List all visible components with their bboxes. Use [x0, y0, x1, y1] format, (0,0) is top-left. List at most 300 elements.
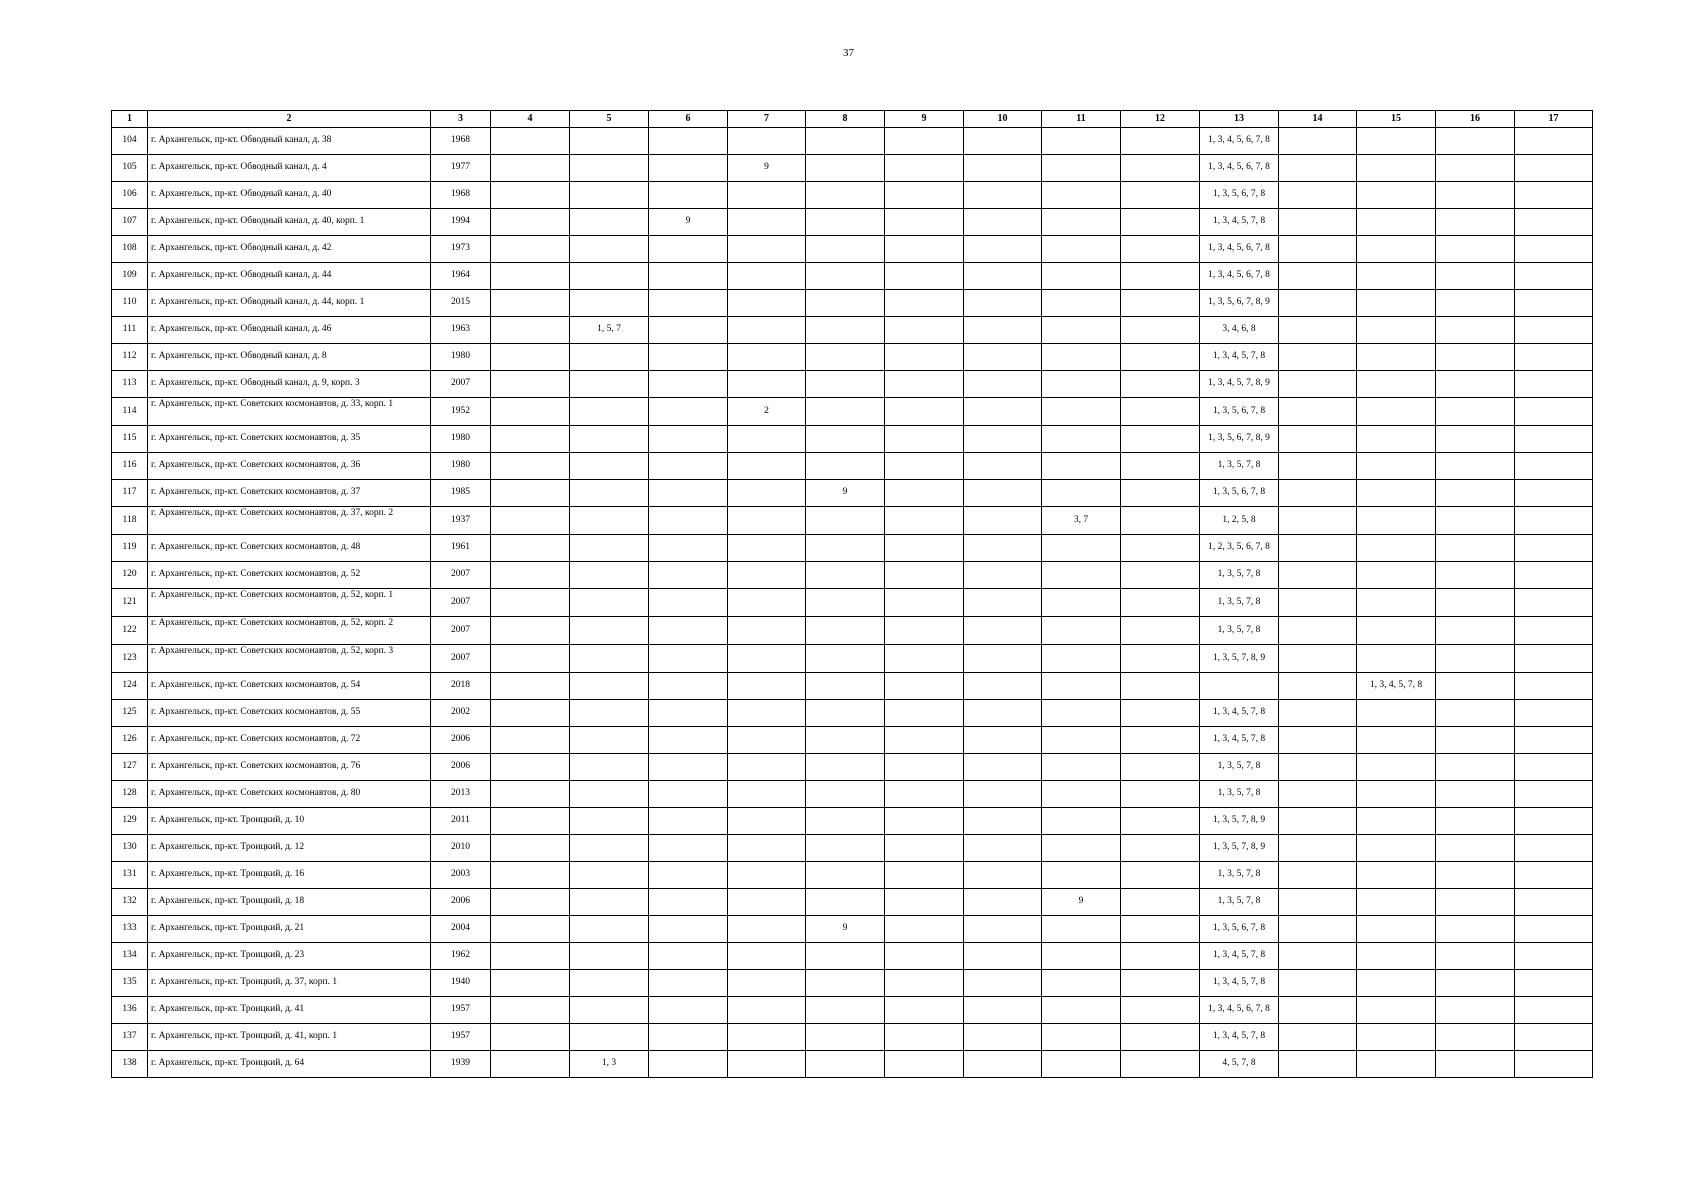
column-10-cell: [964, 453, 1042, 480]
column-4-cell: [491, 700, 570, 727]
column-11-cell: [1042, 943, 1121, 970]
column-7-cell: [728, 263, 806, 290]
column-7-cell: [728, 645, 806, 673]
column-17-cell: [1515, 317, 1593, 344]
column-12-cell: [1121, 398, 1200, 426]
column-16-cell: [1436, 128, 1515, 155]
column-10-cell: [964, 673, 1042, 700]
column-8-cell: [806, 290, 885, 317]
column-13-cell: 4, 5, 7, 8: [1200, 1051, 1279, 1078]
column-7-cell: [728, 236, 806, 263]
row-number-cell: 129: [112, 808, 148, 835]
column-8-cell: [806, 808, 885, 835]
year-cell: 2003: [431, 862, 491, 889]
column-9-cell: [885, 617, 964, 645]
column-8-cell: [806, 535, 885, 562]
column-4-cell: [491, 507, 570, 535]
column-13-cell: 1, 3, 4, 5, 7, 8: [1200, 700, 1279, 727]
column-11-cell: [1042, 480, 1121, 507]
year-cell: 2006: [431, 889, 491, 916]
column-14-cell: [1279, 916, 1357, 943]
row-number-cell: 109: [112, 263, 148, 290]
column-13-cell: 1, 3, 4, 5, 7, 8: [1200, 727, 1279, 754]
table-row: [112, 916, 1593, 943]
column-9-cell: [885, 781, 964, 808]
address-cell: г. Архангельск, пр-кт. Советских космонавтов, д. 36: [148, 453, 431, 480]
address-cell: г. Архангельск, пр-кт. Троицкий, д. 12: [148, 835, 431, 862]
column-header-11: 11: [1042, 111, 1121, 128]
column-16-cell: [1436, 317, 1515, 344]
address-cell: г. Архангельск, пр-кт. Советских космонавтов, д. 76: [148, 754, 431, 781]
column-9-cell: [885, 209, 964, 236]
row-number-cell: 128: [112, 781, 148, 808]
column-10-cell: [964, 209, 1042, 236]
column-13-cell: 1, 3, 5, 6, 7, 8, 9: [1200, 290, 1279, 317]
column-4-cell: [491, 754, 570, 781]
row-number-cell: 130: [112, 835, 148, 862]
column-7-cell: [728, 1024, 806, 1051]
column-11-cell: [1042, 263, 1121, 290]
column-17-cell: [1515, 916, 1593, 943]
column-11-cell: [1042, 1024, 1121, 1051]
column-5-cell: [570, 970, 649, 997]
column-11-cell: [1042, 236, 1121, 263]
address-cell: г. Архангельск, пр-кт. Троицкий, д. 37, корп. 1: [148, 970, 431, 997]
column-15-cell: [1357, 209, 1436, 236]
column-header-4: 4: [491, 111, 570, 128]
column-16-cell: [1436, 754, 1515, 781]
column-6-cell: [649, 970, 728, 997]
column-6-cell: [649, 426, 728, 453]
column-12-cell: [1121, 700, 1200, 727]
column-13-cell: 1, 3, 4, 5, 7, 8: [1200, 209, 1279, 236]
row-number-cell: 122: [112, 617, 148, 645]
column-7-cell: [728, 371, 806, 398]
column-9-cell: [885, 589, 964, 617]
column-17-cell: [1515, 943, 1593, 970]
table-row: [112, 344, 1593, 371]
column-8-cell: [806, 1024, 885, 1051]
column-10-cell: [964, 970, 1042, 997]
column-13-cell: 1, 3, 5, 7, 8, 9: [1200, 835, 1279, 862]
year-cell: 2007: [431, 617, 491, 645]
column-16-cell: [1436, 589, 1515, 617]
column-11-cell: [1042, 317, 1121, 344]
column-12-cell: [1121, 371, 1200, 398]
column-6-cell: [649, 317, 728, 344]
column-7-cell: [728, 727, 806, 754]
column-6-cell: [649, 290, 728, 317]
column-16-cell: [1436, 781, 1515, 808]
column-12-cell: [1121, 263, 1200, 290]
column-9-cell: [885, 128, 964, 155]
column-15-cell: [1357, 970, 1436, 997]
column-10-cell: [964, 317, 1042, 344]
column-12-cell: [1121, 835, 1200, 862]
column-8-cell: [806, 182, 885, 209]
year-cell: 2018: [431, 673, 491, 700]
column-4-cell: [491, 480, 570, 507]
column-8-cell: [806, 617, 885, 645]
column-12-cell: [1121, 617, 1200, 645]
address-cell: г. Архангельск, пр-кт. Советских космонавтов, д. 33, корп. 1: [148, 398, 431, 426]
table-row: [112, 155, 1593, 182]
address-cell: г. Архангельск, пр-кт. Троицкий, д. 23: [148, 943, 431, 970]
column-13-cell: 1, 3, 5, 7, 8: [1200, 589, 1279, 617]
column-15-cell: [1357, 317, 1436, 344]
column-16-cell: [1436, 727, 1515, 754]
column-6-cell: [649, 617, 728, 645]
row-number-cell: 117: [112, 480, 148, 507]
column-10-cell: [964, 808, 1042, 835]
column-16-cell: [1436, 290, 1515, 317]
column-14-cell: [1279, 970, 1357, 997]
address-cell: г. Архангельск, пр-кт. Обводный канал, д. 8: [148, 344, 431, 371]
column-17-cell: [1515, 480, 1593, 507]
column-16-cell: [1436, 970, 1515, 997]
column-6-cell: [649, 889, 728, 916]
column-9-cell: [885, 1024, 964, 1051]
column-16-cell: [1436, 344, 1515, 371]
column-4-cell: [491, 943, 570, 970]
column-8-cell: [806, 727, 885, 754]
column-8-cell: [806, 344, 885, 371]
table-row: [112, 645, 1593, 673]
column-4-cell: [491, 808, 570, 835]
column-8-cell: [806, 673, 885, 700]
table-row: [112, 970, 1593, 997]
column-15-cell: [1357, 645, 1436, 673]
year-cell: 2015: [431, 290, 491, 317]
column-9-cell: [885, 862, 964, 889]
column-7-cell: [728, 589, 806, 617]
column-7-cell: [728, 970, 806, 997]
column-6-cell: [649, 263, 728, 290]
column-7-cell: [728, 209, 806, 236]
column-5-cell: [570, 398, 649, 426]
column-6-cell: [649, 1051, 728, 1078]
column-10-cell: [964, 781, 1042, 808]
column-7-cell: [728, 835, 806, 862]
table-row: [112, 182, 1593, 209]
column-15-cell: [1357, 562, 1436, 589]
column-9-cell: [885, 182, 964, 209]
column-13-cell: 1, 2, 5, 8: [1200, 507, 1279, 535]
column-13-cell: 1, 3, 4, 5, 6, 7, 8: [1200, 128, 1279, 155]
address-cell: г. Архангельск, пр-кт. Советских космонавтов, д. 37, корп. 2: [148, 507, 431, 535]
column-header-6: 6: [649, 111, 728, 128]
column-12-cell: [1121, 317, 1200, 344]
column-10-cell: [964, 182, 1042, 209]
column-14-cell: [1279, 562, 1357, 589]
year-cell: 1980: [431, 426, 491, 453]
column-15-cell: [1357, 398, 1436, 426]
column-14-cell: [1279, 398, 1357, 426]
column-6-cell: [649, 344, 728, 371]
table-row: [112, 1051, 1593, 1078]
column-13-cell: 1, 3, 4, 5, 7, 8, 9: [1200, 371, 1279, 398]
table-row: [112, 589, 1593, 617]
column-12-cell: [1121, 645, 1200, 673]
column-6-cell: [649, 236, 728, 263]
year-cell: 2007: [431, 645, 491, 673]
column-9-cell: [885, 426, 964, 453]
column-13-cell: 1, 3, 5, 7, 8: [1200, 862, 1279, 889]
year-cell: 1937: [431, 507, 491, 535]
column-11-cell: [1042, 371, 1121, 398]
column-9-cell: [885, 727, 964, 754]
row-number-cell: 105: [112, 155, 148, 182]
address-cell: г. Архангельск, пр-кт. Обводный канал, д. 46: [148, 317, 431, 344]
column-10-cell: [964, 835, 1042, 862]
table-row: [112, 209, 1593, 236]
column-12-cell: [1121, 155, 1200, 182]
year-cell: 1957: [431, 997, 491, 1024]
column-7-cell: 9: [728, 155, 806, 182]
column-5-cell: [570, 426, 649, 453]
year-cell: 1963: [431, 317, 491, 344]
year-cell: 1968: [431, 182, 491, 209]
address-cell: г. Архангельск, пр-кт. Троицкий, д. 41: [148, 997, 431, 1024]
column-9-cell: [885, 700, 964, 727]
column-7-cell: [728, 453, 806, 480]
column-15-cell: [1357, 808, 1436, 835]
table-row: [112, 398, 1593, 426]
column-17-cell: [1515, 889, 1593, 916]
column-10-cell: [964, 645, 1042, 673]
address-cell: г. Архангельск, пр-кт. Обводный канал, д. 40, корп. 1: [148, 209, 431, 236]
column-12-cell: [1121, 943, 1200, 970]
column-13-cell: 1, 3, 5, 7, 8: [1200, 889, 1279, 916]
column-5-cell: [570, 128, 649, 155]
column-11-cell: [1042, 808, 1121, 835]
column-5-cell: [570, 182, 649, 209]
year-cell: 1977: [431, 155, 491, 182]
column-4-cell: [491, 128, 570, 155]
column-8-cell: [806, 209, 885, 236]
row-number-cell: 138: [112, 1051, 148, 1078]
column-16-cell: [1436, 182, 1515, 209]
column-14-cell: [1279, 754, 1357, 781]
table-row: [112, 835, 1593, 862]
table-row: [112, 128, 1593, 155]
column-5-cell: [570, 835, 649, 862]
column-17-cell: [1515, 182, 1593, 209]
column-11-cell: [1042, 1051, 1121, 1078]
column-12-cell: [1121, 997, 1200, 1024]
column-14-cell: [1279, 645, 1357, 673]
column-6-cell: [649, 754, 728, 781]
year-cell: 1985: [431, 480, 491, 507]
column-7-cell: [728, 943, 806, 970]
column-12-cell: [1121, 781, 1200, 808]
column-7-cell: 2: [728, 398, 806, 426]
year-cell: 2007: [431, 371, 491, 398]
year-cell: 1973: [431, 236, 491, 263]
column-12-cell: [1121, 209, 1200, 236]
column-7-cell: [728, 344, 806, 371]
table-row: [112, 700, 1593, 727]
column-6-cell: [649, 535, 728, 562]
column-8-cell: [806, 426, 885, 453]
column-15-cell: [1357, 263, 1436, 290]
column-header-10: 10: [964, 111, 1042, 128]
column-4-cell: [491, 263, 570, 290]
column-9-cell: [885, 507, 964, 535]
column-14-cell: [1279, 889, 1357, 916]
column-15-cell: [1357, 589, 1436, 617]
column-15-cell: [1357, 371, 1436, 398]
column-7-cell: [728, 862, 806, 889]
column-16-cell: [1436, 209, 1515, 236]
column-11-cell: [1042, 645, 1121, 673]
address-cell: г. Архангельск, пр-кт. Советских космонавтов, д. 52, корп. 1: [148, 589, 431, 617]
column-14-cell: [1279, 589, 1357, 617]
column-14-cell: [1279, 1024, 1357, 1051]
year-cell: 2002: [431, 700, 491, 727]
column-14-cell: [1279, 344, 1357, 371]
column-5-cell: [570, 155, 649, 182]
address-cell: г. Архангельск, пр-кт. Обводный канал, д. 38: [148, 128, 431, 155]
column-15-cell: [1357, 480, 1436, 507]
column-13-cell: 1, 3, 5, 7, 8: [1200, 453, 1279, 480]
table-row: [112, 862, 1593, 889]
column-12-cell: [1121, 426, 1200, 453]
row-number-cell: 116: [112, 453, 148, 480]
column-header-16: 16: [1436, 111, 1515, 128]
column-7-cell: [728, 535, 806, 562]
column-11-cell: [1042, 916, 1121, 943]
column-5-cell: [570, 480, 649, 507]
column-11-cell: [1042, 589, 1121, 617]
column-7-cell: [728, 562, 806, 589]
column-4-cell: [491, 453, 570, 480]
column-13-cell: 1, 3, 5, 6, 7, 8: [1200, 916, 1279, 943]
year-cell: 2004: [431, 916, 491, 943]
year-cell: 1957: [431, 1024, 491, 1051]
column-header-2: 2: [148, 111, 431, 128]
column-4-cell: [491, 535, 570, 562]
table-row: [112, 507, 1593, 535]
column-10-cell: [964, 727, 1042, 754]
column-17-cell: [1515, 426, 1593, 453]
column-14-cell: [1279, 290, 1357, 317]
column-8-cell: [806, 371, 885, 398]
column-5-cell: [570, 562, 649, 589]
column-header-1: 1: [112, 111, 148, 128]
column-15-cell: [1357, 889, 1436, 916]
column-12-cell: [1121, 128, 1200, 155]
column-11-cell: 9: [1042, 889, 1121, 916]
column-header-7: 7: [728, 111, 806, 128]
column-13-cell: 1, 3, 5, 7, 8: [1200, 754, 1279, 781]
column-14-cell: [1279, 507, 1357, 535]
column-15-cell: [1357, 916, 1436, 943]
column-12-cell: [1121, 182, 1200, 209]
column-4-cell: [491, 997, 570, 1024]
year-cell: 2013: [431, 781, 491, 808]
column-14-cell: [1279, 371, 1357, 398]
column-13-cell: 1, 3, 5, 7, 8: [1200, 617, 1279, 645]
column-4-cell: [491, 371, 570, 398]
year-cell: 2006: [431, 754, 491, 781]
column-9-cell: [885, 317, 964, 344]
column-16-cell: [1436, 562, 1515, 589]
column-7-cell: [728, 700, 806, 727]
column-11-cell: [1042, 727, 1121, 754]
column-16-cell: [1436, 1024, 1515, 1051]
row-number-cell: 131: [112, 862, 148, 889]
column-15-cell: [1357, 862, 1436, 889]
row-number-cell: 136: [112, 997, 148, 1024]
row-number-cell: 125: [112, 700, 148, 727]
column-13-cell: 1, 3, 5, 6, 7, 8, 9: [1200, 426, 1279, 453]
column-13-cell: 1, 3, 4, 5, 7, 8: [1200, 344, 1279, 371]
address-cell: г. Архангельск, пр-кт. Советских космонавтов, д. 55: [148, 700, 431, 727]
column-9-cell: [885, 263, 964, 290]
column-16-cell: [1436, 700, 1515, 727]
table-row: [112, 1024, 1593, 1051]
address-cell: г. Архангельск, пр-кт. Советских космонавтов, д. 37: [148, 480, 431, 507]
column-17-cell: [1515, 263, 1593, 290]
year-cell: 1962: [431, 943, 491, 970]
column-8-cell: [806, 997, 885, 1024]
column-7-cell: [728, 507, 806, 535]
column-14-cell: [1279, 453, 1357, 480]
column-13-cell: 1, 2, 3, 5, 6, 7, 8: [1200, 535, 1279, 562]
column-5-cell: [570, 453, 649, 480]
column-13-cell: 1, 3, 5, 7, 8: [1200, 781, 1279, 808]
column-11-cell: [1042, 700, 1121, 727]
column-5-cell: 1, 5, 7: [570, 317, 649, 344]
column-9-cell: [885, 453, 964, 480]
column-5-cell: [570, 700, 649, 727]
column-9-cell: [885, 1051, 964, 1078]
column-5-cell: 1, 3: [570, 1051, 649, 1078]
column-7-cell: [728, 889, 806, 916]
row-number-cell: 118: [112, 507, 148, 535]
row-number-cell: 111: [112, 317, 148, 344]
column-8-cell: [806, 507, 885, 535]
column-16-cell: [1436, 155, 1515, 182]
column-4-cell: [491, 426, 570, 453]
column-13-cell: 1, 3, 5, 7, 8: [1200, 562, 1279, 589]
column-header-13: 13: [1200, 111, 1279, 128]
column-10-cell: [964, 371, 1042, 398]
column-14-cell: [1279, 1051, 1357, 1078]
address-cell: г. Архангельск, пр-кт. Советских космонавтов, д. 72: [148, 727, 431, 754]
column-9-cell: [885, 155, 964, 182]
column-12-cell: [1121, 535, 1200, 562]
row-number-cell: 137: [112, 1024, 148, 1051]
column-9-cell: [885, 889, 964, 916]
column-6-cell: [649, 480, 728, 507]
column-16-cell: [1436, 617, 1515, 645]
column-9-cell: [885, 290, 964, 317]
column-10-cell: [964, 236, 1042, 263]
column-17-cell: [1515, 727, 1593, 754]
column-16-cell: [1436, 889, 1515, 916]
year-cell: 1952: [431, 398, 491, 426]
row-number-cell: 126: [112, 727, 148, 754]
column-11-cell: [1042, 398, 1121, 426]
column-17-cell: [1515, 535, 1593, 562]
column-6-cell: [649, 398, 728, 426]
column-15-cell: [1357, 781, 1436, 808]
column-11-cell: [1042, 344, 1121, 371]
year-cell: 1980: [431, 453, 491, 480]
column-13-cell: 1, 3, 5, 6, 7, 8: [1200, 182, 1279, 209]
